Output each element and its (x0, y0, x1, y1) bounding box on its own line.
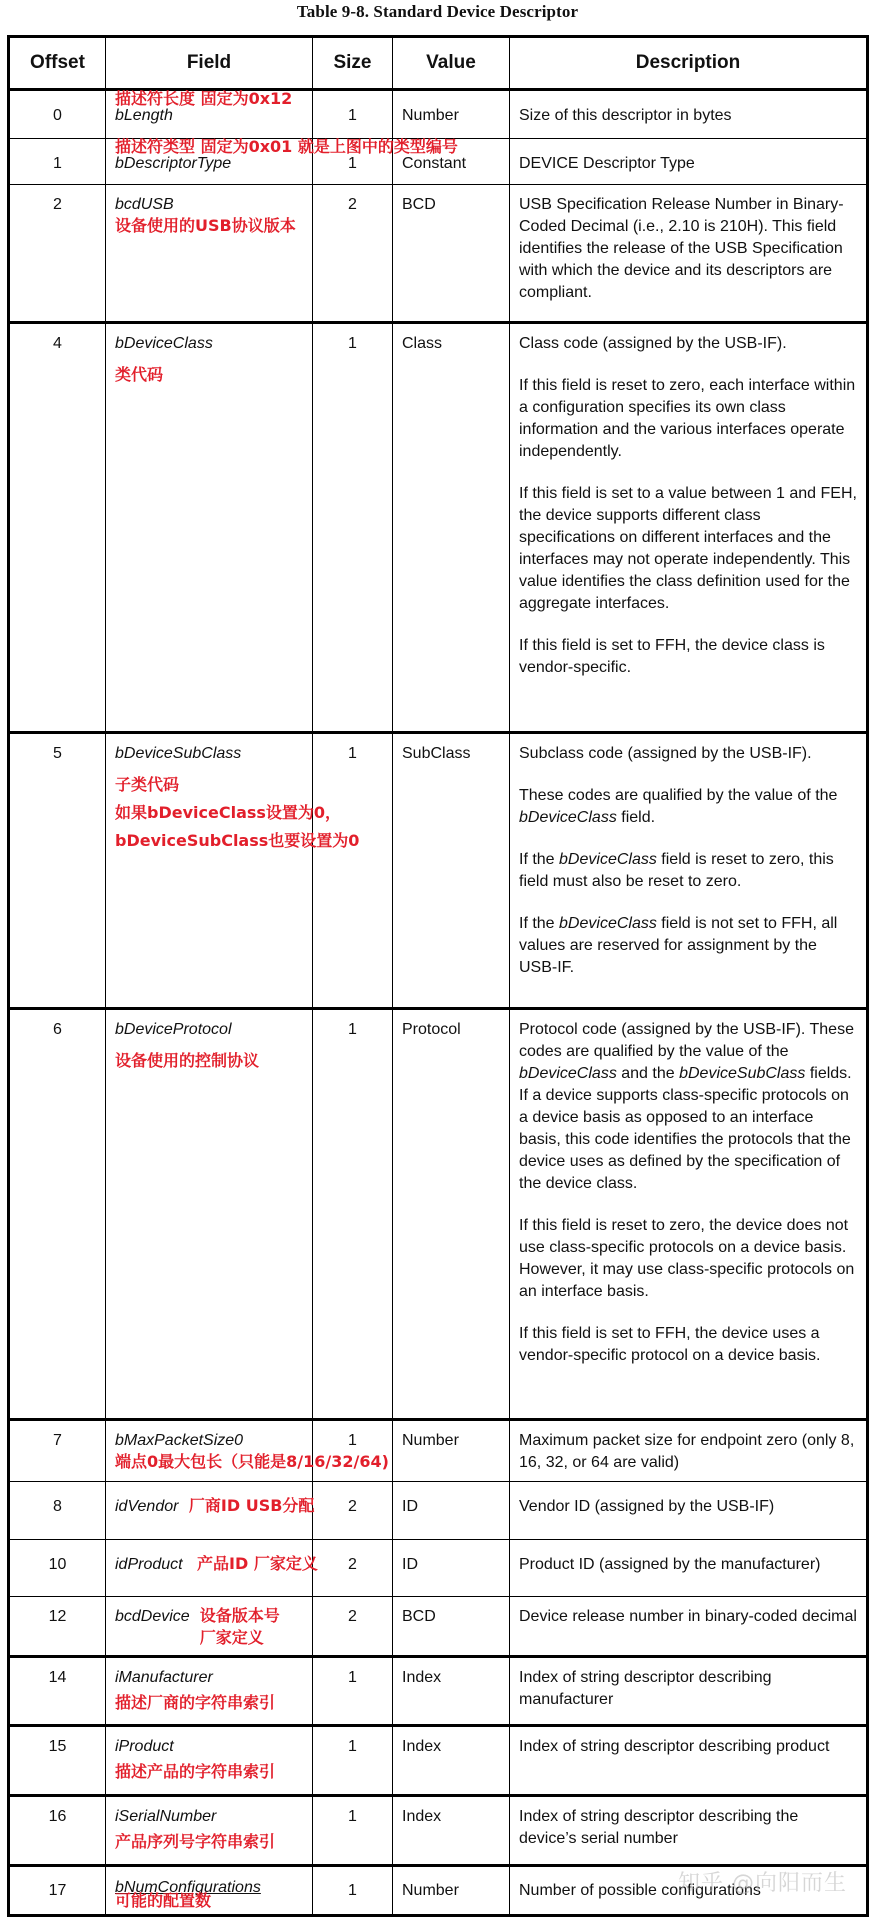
description-paragraph: If this field is reset to zero, each interface within a configuration specifies its own class information and the various interfaces operate independently. (519, 377, 856, 460)
value-cell: Number (402, 1882, 459, 1899)
value-cell: SubClass (402, 745, 471, 762)
table-row (9, 733, 868, 1009)
table-title: Table 9-8. Standard Device Descriptor (296, 2, 579, 21)
size-cell: 1 (348, 1432, 357, 1449)
description-paragraph: If this field is set to a value between 1 and FEH, the device supports different class specifications on different interfaces and the interfaces may not operate independently. This value identifies the class definition used for the aggregate interfaces. (519, 485, 857, 612)
field-name: idProduct (115, 1556, 183, 1573)
size-cell: 1 (348, 155, 357, 172)
annotation-note: 描述符长度 固定为0x12 (115, 89, 293, 108)
description-cell: Index of string descriptor describing product (519, 1738, 830, 1755)
description-cell: USB Specification Release Number in Binary-Coded Decimal (i.e., 2.10 is 210H). This field identifies the release of the USB Specification with which the device and its descriptors are compliant. (519, 196, 844, 301)
offset-cell: 6 (53, 1021, 62, 1038)
field-name: iSerialNumber (115, 1808, 217, 1825)
size-cell: 1 (348, 745, 357, 762)
table-row (9, 1597, 868, 1657)
size-cell: 2 (348, 1608, 357, 1625)
field-name: bcdDevice (115, 1608, 190, 1625)
description-cell: Index of string descriptor describing manufacturer (519, 1669, 772, 1708)
field-name: bcdUSB (115, 196, 174, 213)
size-cell: 2 (348, 1498, 357, 1515)
table-row (9, 1540, 868, 1597)
field-name: bMaxPacketSize0 (115, 1432, 244, 1449)
offset-cell: 7 (53, 1432, 62, 1449)
annotation-note: 设备使用的USB协议版本 (115, 216, 296, 235)
field-name: iManufacturer (115, 1669, 213, 1686)
annotation-note: 设备使用的控制协议 (115, 1051, 260, 1070)
annotation-note: bDeviceSubClass也要设置为0 (115, 831, 360, 850)
offset-cell: 16 (48, 1808, 67, 1825)
table-row (9, 323, 868, 733)
table-row (9, 1657, 868, 1726)
size-cell: 1 (348, 1882, 357, 1899)
size-cell: 1 (348, 335, 357, 352)
table-row (9, 185, 868, 323)
annotation-note: 描述符类型 固定为0x01 就是上图中的类型编号 (115, 137, 458, 156)
value-cell: Index (402, 1669, 442, 1686)
offset-cell: 10 (48, 1556, 67, 1573)
field-name: bNumConfigurations (115, 1879, 261, 1896)
value-cell: ID (402, 1498, 418, 1515)
field-name: bDeviceProtocol (115, 1021, 232, 1038)
table-row (9, 90, 868, 139)
description-paragraph: If this field is set to FFH, the device uses a vendor-specific protocol on a device basis. (519, 1325, 821, 1364)
description-paragraph: If this field is reset to zero, the device does not use class-specific protocols on a device basis. However, it may use class-specific protocols on an interface basis. (519, 1217, 855, 1300)
offset-cell: 14 (48, 1669, 67, 1686)
annotation-note: 产品ID 厂家定义 (197, 1554, 318, 1573)
annotation-note: 描述厂商的字符串索引 (115, 1693, 276, 1712)
table-row (9, 1482, 868, 1540)
value-cell: Number (402, 107, 459, 124)
table-row (9, 1420, 868, 1482)
watermark: 知乎 @向阳而生 (678, 1871, 847, 1896)
value-cell: Protocol (402, 1021, 461, 1038)
annotation-note: 产品序列号字符串索引 (115, 1832, 276, 1851)
description-paragraph: If the bDeviceClass field is not set to FFH, all values are reserved for assignment by the USB-IF. (519, 915, 838, 976)
field-name: bLength (115, 107, 173, 124)
header-field: Field (106, 37, 313, 90)
size-cell: 1 (348, 107, 357, 124)
field-name: bDeviceSubClass (115, 745, 242, 762)
offset-cell: 0 (53, 107, 62, 124)
field-name: bDescriptorType (115, 155, 232, 172)
table-row (9, 1796, 868, 1866)
description-cell: Size of this descriptor in bytes (519, 107, 732, 124)
description-cell: Number of possible configurations (519, 1882, 761, 1899)
header-offset: Offset (9, 37, 106, 90)
field-name: iProduct (115, 1738, 174, 1755)
size-cell: 1 (348, 1808, 357, 1825)
annotation-note: 描述产品的字符串索引 (115, 1762, 276, 1781)
field-name: idVendor (115, 1498, 179, 1515)
description-cell: Product ID (assigned by the manufacturer) (519, 1556, 821, 1573)
annotation-note: 子类代码 (115, 775, 180, 794)
size-cell: 2 (348, 196, 357, 213)
offset-cell: 2 (53, 196, 62, 213)
value-cell: Index (402, 1808, 442, 1825)
offset-cell: 12 (48, 1608, 67, 1625)
table-row (9, 1726, 868, 1796)
description-paragraph: Subclass code (assigned by the USB-IF). (519, 745, 812, 762)
description-cell (510, 1010, 866, 1367)
offset-cell: 17 (48, 1882, 67, 1899)
value-cell: BCD (402, 196, 436, 213)
offset-cell: 8 (53, 1498, 62, 1515)
description-paragraph: Class code (assigned by the USB-IF). (519, 335, 787, 352)
description-cell: Vendor ID (assigned by the USB-IF) (519, 1498, 775, 1515)
size-cell: 1 (348, 1669, 357, 1686)
offset-cell: 5 (53, 745, 62, 762)
description-paragraph: Protocol code (assigned by the USB-IF). These codes are qualified by the value of the bDeviceClass and the bDeviceSubClass fields. If a device supports class-specific protocols on a device basis as opposed to an interface basis, this code identifies the protocols that the device uses as defined by the specification of the device class. (519, 1021, 854, 1192)
description-cell (510, 324, 866, 679)
header-row (9, 37, 868, 90)
description-cell: Device release number in binary-coded decimal (519, 1608, 857, 1625)
value-cell: Number (402, 1432, 459, 1449)
annotation-note: 厂商ID USB分配 (188, 1496, 315, 1515)
header-size: Size (313, 37, 393, 90)
description-cell: Maximum packet size for endpoint zero (only 8, 16, 32, or 64 are valid) (519, 1432, 855, 1471)
description-cell (510, 734, 866, 979)
value-cell: ID (402, 1556, 418, 1573)
annotation-note: 类代码 (115, 365, 164, 384)
value-cell: Index (402, 1738, 442, 1755)
annotation-note: 设备版本号 (199, 1606, 280, 1625)
header-value: Value (393, 37, 510, 90)
offset-cell: 1 (53, 155, 62, 172)
annotation-note: 端点0最大包长（只能是8/16/32/64) (115, 1452, 389, 1471)
size-cell: 1 (348, 1738, 357, 1755)
header-description: Description (510, 37, 868, 90)
annotation-note: 可能的配置数 (115, 1891, 212, 1910)
offset-cell: 4 (53, 335, 62, 352)
annotation-note: 厂家定义 (199, 1628, 264, 1647)
field-name: bDeviceClass (115, 335, 213, 352)
value-cell: BCD (402, 1608, 436, 1625)
annotation-note: 如果bDeviceClass设置为0， (115, 803, 342, 822)
description-cell: Index of string descriptor describing the device’s serial number (519, 1808, 799, 1847)
description-cell: DEVICE Descriptor Type (519, 155, 695, 172)
value-cell: Class (402, 335, 443, 352)
description-paragraph: These codes are qualified by the value of the bDeviceClass field. (519, 787, 838, 826)
device-descriptor-table (7, 35, 869, 1917)
value-cell: Constant (402, 155, 467, 172)
description-paragraph: If this field is set to FFH, the device class is vendor-specific. (519, 637, 825, 676)
size-cell: 2 (348, 1556, 357, 1573)
offset-cell: 15 (48, 1738, 67, 1755)
table-row (9, 1009, 868, 1420)
description-paragraph: If the bDeviceClass field is reset to zero, this field must also be reset to zero. (519, 851, 834, 890)
size-cell: 1 (348, 1021, 357, 1038)
table-row (9, 139, 868, 185)
